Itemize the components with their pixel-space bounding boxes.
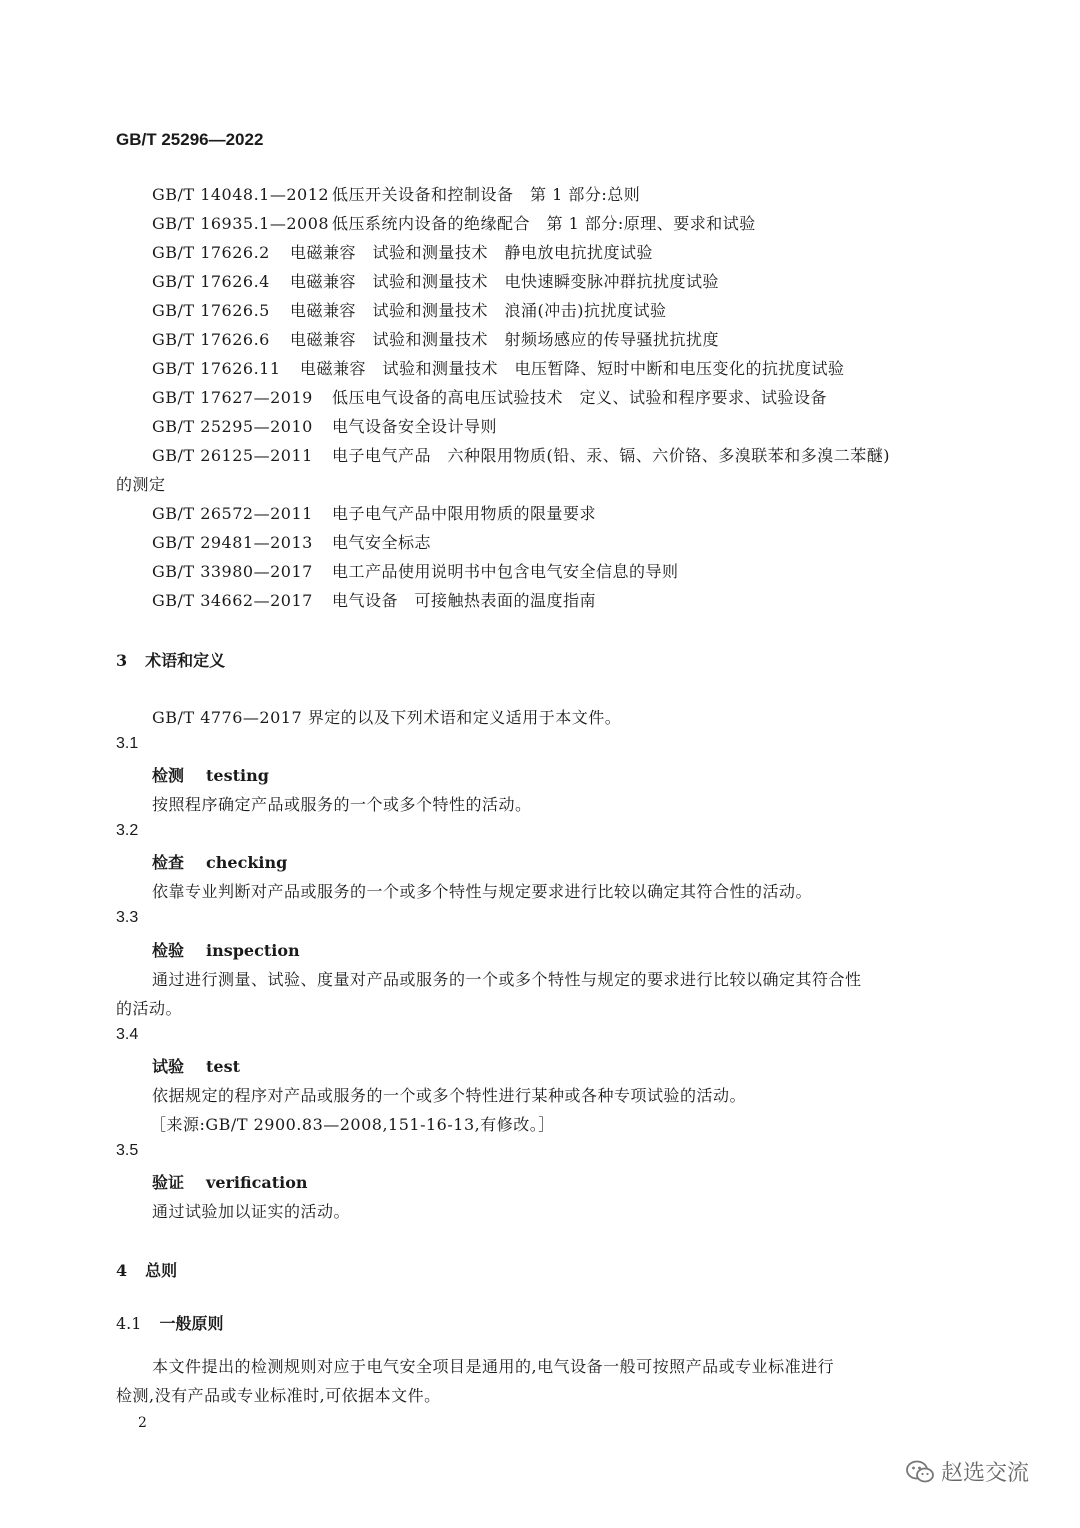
reference-item: GB/T 33980—2017 电工产品使用说明书中包含电气安全信息的导则 (152, 562, 679, 581)
watermark-text: 赵选交流 (941, 1461, 1030, 1486)
reference-item: GB/T 34662—2017 电气设备 可接触热表面的温度指南 (152, 591, 597, 610)
reference-item: GB/T 17626.5 电磁兼容 试验和测量技术 浪涌(冲击)抗扰度试验 (152, 301, 667, 320)
term-heading: 验证 verification (152, 1173, 308, 1192)
term-number: 3.2 (116, 822, 139, 839)
page-number: 2 (138, 1415, 147, 1431)
reference-item: GB/T 17626.6 电磁兼容 试验和测量技术 射频场感应的传导骚扰抗扰度 (152, 330, 720, 349)
reference-item-continuation: 的测定 (116, 475, 166, 494)
section-intro: GB/T 4776—2017 界定的以及下列术语和定义适用于本文件。 (152, 708, 622, 727)
reference-item: GB/T 14048.1—2012 低压开关设备和控制设备 第 1 部分:总则 (152, 185, 641, 204)
paragraph: 本文件提出的检测规则对应于电气安全项目是通用的,电气设备一般可按照产品或专业标准进行 (152, 1357, 835, 1376)
term-definition: 按照程序确定产品或服务的一个或多个特性的活动。 (152, 795, 532, 814)
reference-item: GB/T 29481—2013 电气安全标志 (152, 533, 432, 552)
term-number: 3.3 (116, 909, 139, 926)
watermark (905, 1456, 1029, 1487)
section-heading: 4 总则 (116, 1261, 178, 1280)
reference-item: GB/T 17626.2 电磁兼容 试验和测量技术 静电放电抗扰度试验 (152, 243, 654, 262)
term-number: 3.1 (116, 735, 139, 752)
reference-item: GB/T 17627—2019 低压电气设备的高电压试验技术 定义、试验和程序要求、试验设备 (152, 388, 828, 407)
term-definition: 依靠专业判断对产品或服务的一个或多个特性与规定要求进行比较以确定其符合性的活动。 (152, 882, 813, 901)
standard-id: GB/T 25296—2022 (116, 130, 264, 149)
reference-item: GB/T 17626.11 电磁兼容 试验和测量技术 电压暂降、短时中断和电压变化的抗扰度试验 (152, 359, 845, 378)
term-heading: 检查 checking (152, 853, 288, 872)
reference-item: GB/T 16935.1—2008 低压系统内设备的绝缘配合 第 1 部分:原理、要求和试验 (152, 214, 756, 233)
paragraph-continuation: 检测,没有产品或专业标准时,可依据本文件。 (116, 1386, 441, 1405)
term-number: 3.5 (116, 1142, 139, 1159)
section-heading: 3 术语和定义 (116, 651, 226, 670)
term-definition-continuation: 的活动。 (116, 999, 183, 1018)
term-definition: 通过进行测量、试验、度量对产品或服务的一个或多个特性与规定的要求进行比较以确定其符合性 (152, 970, 862, 989)
term-heading: 检验 inspection (152, 941, 300, 960)
term-number: 3.4 (116, 1026, 139, 1043)
reference-item: GB/T 25295—2010 电气设备安全设计导则 (152, 417, 498, 436)
term-source: ［来源:GB/T 2900.83—2008,151-16-13,有修改。］ (150, 1115, 555, 1134)
wechat-icon (905, 1459, 935, 1485)
term-heading: 试验 test (152, 1057, 240, 1076)
subsection-heading: 4.1 一般原则 (116, 1314, 224, 1333)
term-definition: 依据规定的程序对产品或服务的一个或多个特性进行某种或各种专项试验的活动。 (152, 1086, 747, 1105)
term-definition: 通过试验加以证实的活动。 (152, 1202, 351, 1221)
reference-item: GB/T 17626.4 电磁兼容 试验和测量技术 电快速瞬变脉冲群抗扰度试验 (152, 272, 720, 291)
term-heading: 检测 testing (152, 766, 269, 785)
reference-item: GB/T 26572—2011 电子电气产品中限用物质的限量要求 (152, 504, 597, 523)
reference-item: GB/T 26125—2011 电子电气产品 六种限用物质(铅、汞、镉、六价铬、多溴联苯和多溴二苯醚) (152, 446, 890, 465)
